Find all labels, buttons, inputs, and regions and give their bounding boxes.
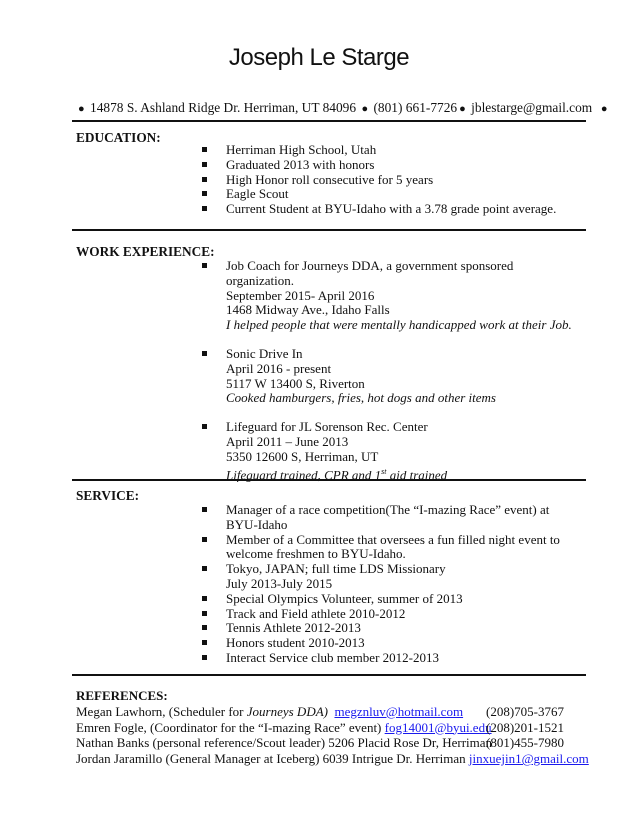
list-item: Interact Service club member 2012-2013	[202, 651, 582, 666]
education-list	[202, 143, 556, 217]
service-list	[202, 503, 582, 666]
references-heading: REFERENCES:	[76, 688, 168, 703]
reference-phone: (208)705-3767	[486, 703, 564, 719]
list-item: Special Olympics Volunteer, summer of 2013	[202, 592, 582, 607]
section-divider	[72, 674, 586, 676]
job-title: Lifeguard for JL Sorenson Rec. Center	[226, 419, 428, 435]
list-item: Track and Field athlete 2010-2012	[202, 607, 582, 622]
bullet-dot-icon: ●	[361, 103, 369, 115]
job-dates: September 2015- April 2016	[226, 287, 375, 303]
section-divider	[72, 229, 586, 231]
list-item: High Honor roll consecutive for 5 years	[202, 173, 556, 188]
job-entry	[202, 259, 582, 333]
reference-email-link[interactable]: megznluv@hotmail.com	[334, 703, 464, 719]
contact-line	[76, 100, 610, 116]
job-title: Job Coach for Journeys DDA, a government sponsored organization.	[226, 258, 514, 288]
reference-row	[76, 751, 596, 767]
reference-email-link[interactable]: fog14001@byui.edu	[384, 719, 492, 735]
reference-name: Jordan Jaramillo (General Manager at Iceberg) 6039 Intrigue Dr. Herriman	[76, 751, 469, 767]
list-item: Member of a Committee that oversees a fun filled night event to welcome freshmen to BYU-Idaho.	[202, 533, 582, 563]
education-heading: EDUCATION:	[76, 130, 161, 145]
work-heading: WORK EXPERIENCE:	[76, 244, 215, 259]
contact-email: jblestarge@gmail.com	[471, 100, 593, 115]
references-section	[76, 688, 596, 767]
job-address: 5350 12600 S, Herriman, UT	[226, 448, 379, 464]
service-heading: SERVICE:	[76, 488, 140, 503]
work-list	[202, 259, 582, 483]
list-item: Honors student 2010-2013	[202, 636, 582, 651]
contact-address: 14878 S. Ashland Ridge Dr. Herriman, UT 84096	[90, 100, 357, 115]
list-item: Current Student at BYU-Idaho with a 3.78 grade point average.	[202, 202, 556, 217]
job-description: Lifeguard trained, CPR and 1st aid trained	[226, 466, 448, 482]
reference-phone: (208)201-1521	[486, 719, 564, 735]
job-description: I helped people that were mentally handicapped work at their Job.	[226, 317, 572, 333]
job-dates: April 2016 - present	[226, 360, 332, 376]
job-dates: April 2011 – June 2013	[226, 433, 349, 449]
reference-email-link[interactable]: jinxuejin1@gmail.com	[468, 751, 589, 767]
reference-phone: (801)455-7980	[486, 735, 564, 751]
reference-name: Emren Fogle, (Coordinator for the “I-mazing Race” event)	[76, 719, 385, 735]
section-divider	[72, 479, 586, 481]
job-entry	[202, 347, 582, 406]
bullet-dot-icon: ●	[459, 103, 466, 115]
reference-name: Nathan Banks (personal reference/Scout leader) 5206 Placid Rose Dr, Herriman	[76, 735, 493, 751]
list-item: Tokyo, JAPAN; full time LDS Missionary July 2013-July 2015	[202, 562, 446, 592]
bullet-dot-icon: ●	[78, 103, 85, 115]
list-item: Manager of a race competition(The “I-mazing Race” event) at BYU-Idaho	[202, 503, 582, 533]
list-item: Graduated 2013 with honors	[202, 158, 556, 173]
section-divider	[72, 120, 586, 122]
job-title: Sonic Drive In	[226, 345, 303, 361]
resume-name: Joseph Le Starge	[228, 44, 410, 71]
bullet-dot-icon: ●	[600, 103, 608, 115]
list-item: Tennis Athlete 2012-2013	[202, 621, 582, 636]
list-item: Herriman High School, Utah	[202, 143, 556, 158]
reference-name: Megan Lawhorn, (Scheduler for	[76, 703, 247, 719]
job-address: 1468 Midway Ave., Idaho Falls	[226, 302, 390, 318]
list-item: Eagle Scout	[202, 187, 556, 202]
job-address: 5117 W 13400 S, Riverton	[226, 375, 365, 391]
reference-role: Journeys DDA)	[246, 703, 328, 719]
job-entry	[202, 420, 582, 483]
reference-row	[76, 735, 596, 751]
contact-phone: (801) 661-7726	[373, 100, 458, 115]
reference-row	[76, 720, 596, 736]
job-description: Cooked hamburgers, fries, hot dogs and other items	[226, 390, 496, 406]
reference-row	[76, 704, 596, 720]
